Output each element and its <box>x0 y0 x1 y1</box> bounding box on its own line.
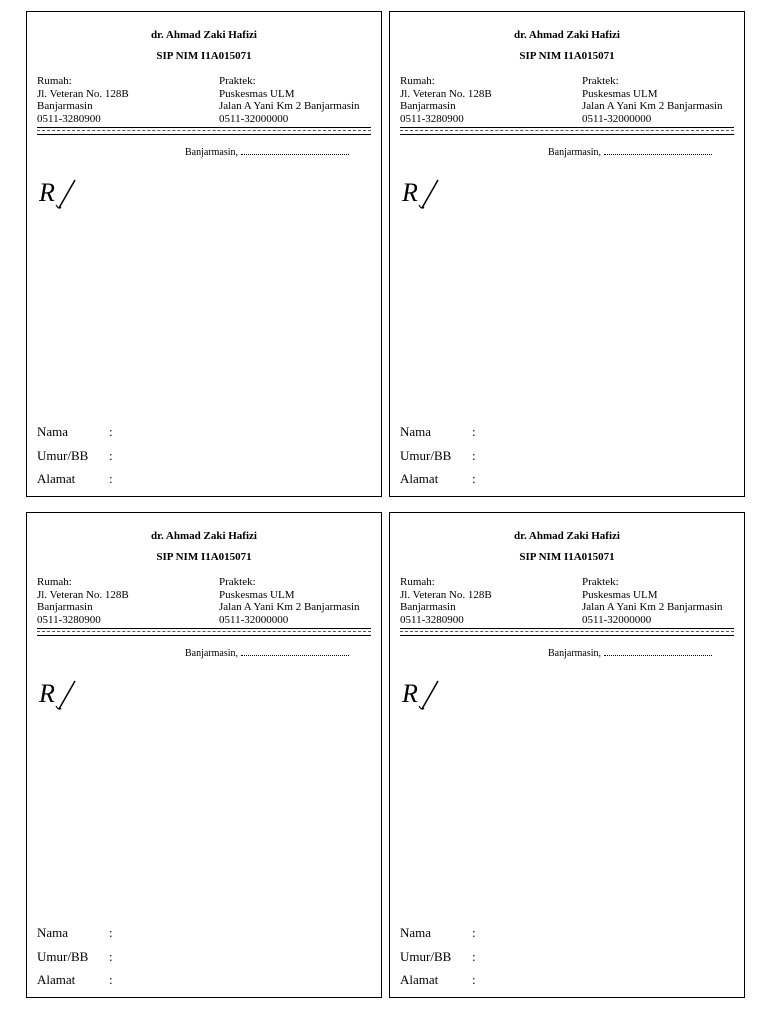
patient-address-label: Alamat <box>400 471 439 486</box>
patient-name-row <box>37 424 113 448</box>
date-line <box>548 647 712 659</box>
doctor-sip-number: SIP NIM I1A015071 <box>156 50 252 62</box>
rx-icon <box>39 678 79 712</box>
home-address-street: Jl. Veteran No. 128B <box>37 588 129 601</box>
home-address-phone: 0511-3280900 <box>400 614 464 627</box>
practice-address-phone: 0511-32000000 <box>219 113 289 126</box>
practice-address-heading: Praktek: <box>582 576 619 588</box>
date-line <box>548 146 712 158</box>
home-address-street: Jl. Veteran No. 128B <box>400 588 492 601</box>
date-line-city: Banjarmasin, <box>548 648 602 659</box>
header-separator <box>400 127 734 135</box>
patient-address-label: Alamat <box>37 972 76 987</box>
home-address-heading: Rumah: <box>37 576 72 588</box>
practice-address-heading: Praktek: <box>219 576 256 588</box>
date-line-city: Banjarmasin, <box>185 648 239 659</box>
colon: : <box>109 972 113 987</box>
home-address-heading: Rumah: <box>400 75 435 87</box>
patient-age-weight-label: Umur/BB <box>37 948 89 964</box>
home-address-phone: 0511-3280900 <box>37 113 101 126</box>
patient-address-row <box>37 972 113 996</box>
practice-address-phone: 0511-32000000 <box>582 113 652 126</box>
patient-fields <box>37 925 113 996</box>
patient-address-label: Alamat <box>400 972 439 987</box>
practice-clinic-name: Puskesmas ULM <box>219 87 295 100</box>
patient-age-weight-row <box>400 949 476 973</box>
header-separator <box>400 628 734 636</box>
doctor-sip-number: SIP NIM I1A015071 <box>156 551 252 563</box>
home-address-city: Banjarmasin <box>37 601 93 614</box>
patient-address-row <box>37 471 113 495</box>
practice-address-block <box>219 75 360 126</box>
patient-address-row <box>400 972 476 996</box>
practice-address-block <box>219 576 360 627</box>
colon: : <box>472 424 476 439</box>
date-line-city: Banjarmasin, <box>185 147 239 158</box>
doctor-name: dr. Ahmad Zaki Hafizi <box>151 530 257 542</box>
home-address-block <box>37 75 129 126</box>
patient-name-label: Nama <box>400 424 432 439</box>
patient-age-weight-row <box>400 448 476 472</box>
practice-clinic-name: Puskesmas ULM <box>219 588 295 601</box>
doctor-name: dr. Ahmad Zaki Hafizi <box>514 530 620 542</box>
date-line <box>185 146 349 158</box>
patient-age-weight-label: Umur/BB <box>37 447 89 463</box>
date-blank-field <box>241 146 349 155</box>
home-address-street: Jl. Veteran No. 128B <box>400 87 492 100</box>
home-address-city: Banjarmasin <box>400 100 456 113</box>
practice-address-street: Jalan A Yani Km 2 Banjarmasin <box>219 601 360 614</box>
svg-text:R: R <box>39 679 55 708</box>
date-line-city: Banjarmasin, <box>548 147 602 158</box>
colon: : <box>109 925 113 940</box>
patient-address-label: Alamat <box>37 471 76 486</box>
patient-fields <box>37 424 113 495</box>
home-address-block <box>400 576 492 627</box>
patient-address-row <box>400 471 476 495</box>
header-separator <box>37 127 371 135</box>
rx-icon <box>402 177 442 211</box>
patient-fields <box>400 424 476 495</box>
prescription-form-3 <box>26 512 382 998</box>
practice-clinic-name: Puskesmas ULM <box>582 588 658 601</box>
home-address-street: Jl. Veteran No. 128B <box>37 87 129 100</box>
patient-name-row <box>400 424 476 448</box>
colon: : <box>472 447 476 463</box>
colon: : <box>472 925 476 940</box>
colon: : <box>472 972 476 987</box>
rx-icon <box>39 177 79 211</box>
patient-fields <box>400 925 476 996</box>
home-address-heading: Rumah: <box>400 576 435 588</box>
practice-address-block <box>582 75 723 126</box>
home-address-city: Banjarmasin <box>37 100 93 113</box>
patient-name-label: Nama <box>37 925 69 940</box>
doctor-sip-number: SIP NIM I1A015071 <box>519 551 615 563</box>
practice-address-block <box>582 576 723 627</box>
practice-address-street: Jalan A Yani Km 2 Banjarmasin <box>582 100 723 113</box>
date-blank-field <box>604 146 712 155</box>
header-separator <box>37 628 371 636</box>
home-address-phone: 0511-3280900 <box>37 614 101 627</box>
svg-text:R: R <box>39 178 55 207</box>
practice-address-heading: Praktek: <box>219 75 256 87</box>
practice-clinic-name: Puskesmas ULM <box>582 87 658 100</box>
doctor-name: dr. Ahmad Zaki Hafizi <box>514 29 620 41</box>
colon: : <box>109 948 113 964</box>
svg-text:R: R <box>402 178 418 207</box>
home-address-phone: 0511-3280900 <box>400 113 464 126</box>
rx-icon <box>402 678 442 712</box>
patient-age-weight-label: Umur/BB <box>400 447 452 463</box>
practice-address-street: Jalan A Yani Km 2 Banjarmasin <box>582 601 723 614</box>
colon: : <box>109 471 113 486</box>
patient-name-row <box>37 925 113 949</box>
prescription-form-4 <box>389 512 745 998</box>
date-line <box>185 647 349 659</box>
doctor-name: dr. Ahmad Zaki Hafizi <box>151 29 257 41</box>
practice-address-heading: Praktek: <box>582 75 619 87</box>
prescription-form-2 <box>389 11 745 497</box>
home-address-block <box>37 576 129 627</box>
colon: : <box>109 424 113 439</box>
patient-name-label: Nama <box>400 925 432 940</box>
patient-age-weight-row <box>37 949 113 973</box>
date-blank-field <box>241 647 349 656</box>
colon: : <box>472 948 476 964</box>
home-address-block <box>400 75 492 126</box>
home-address-heading: Rumah: <box>37 75 72 87</box>
patient-name-row <box>400 925 476 949</box>
patient-age-weight-row <box>37 448 113 472</box>
practice-address-phone: 0511-32000000 <box>219 614 289 627</box>
patient-age-weight-label: Umur/BB <box>400 948 452 964</box>
svg-text:R: R <box>402 679 418 708</box>
date-blank-field <box>604 647 712 656</box>
prescription-form-1 <box>26 11 382 497</box>
practice-address-phone: 0511-32000000 <box>582 614 652 627</box>
doctor-sip-number: SIP NIM I1A015071 <box>519 50 615 62</box>
colon: : <box>109 447 113 463</box>
patient-name-label: Nama <box>37 424 69 439</box>
colon: : <box>472 471 476 486</box>
practice-address-street: Jalan A Yani Km 2 Banjarmasin <box>219 100 360 113</box>
home-address-city: Banjarmasin <box>400 601 456 614</box>
